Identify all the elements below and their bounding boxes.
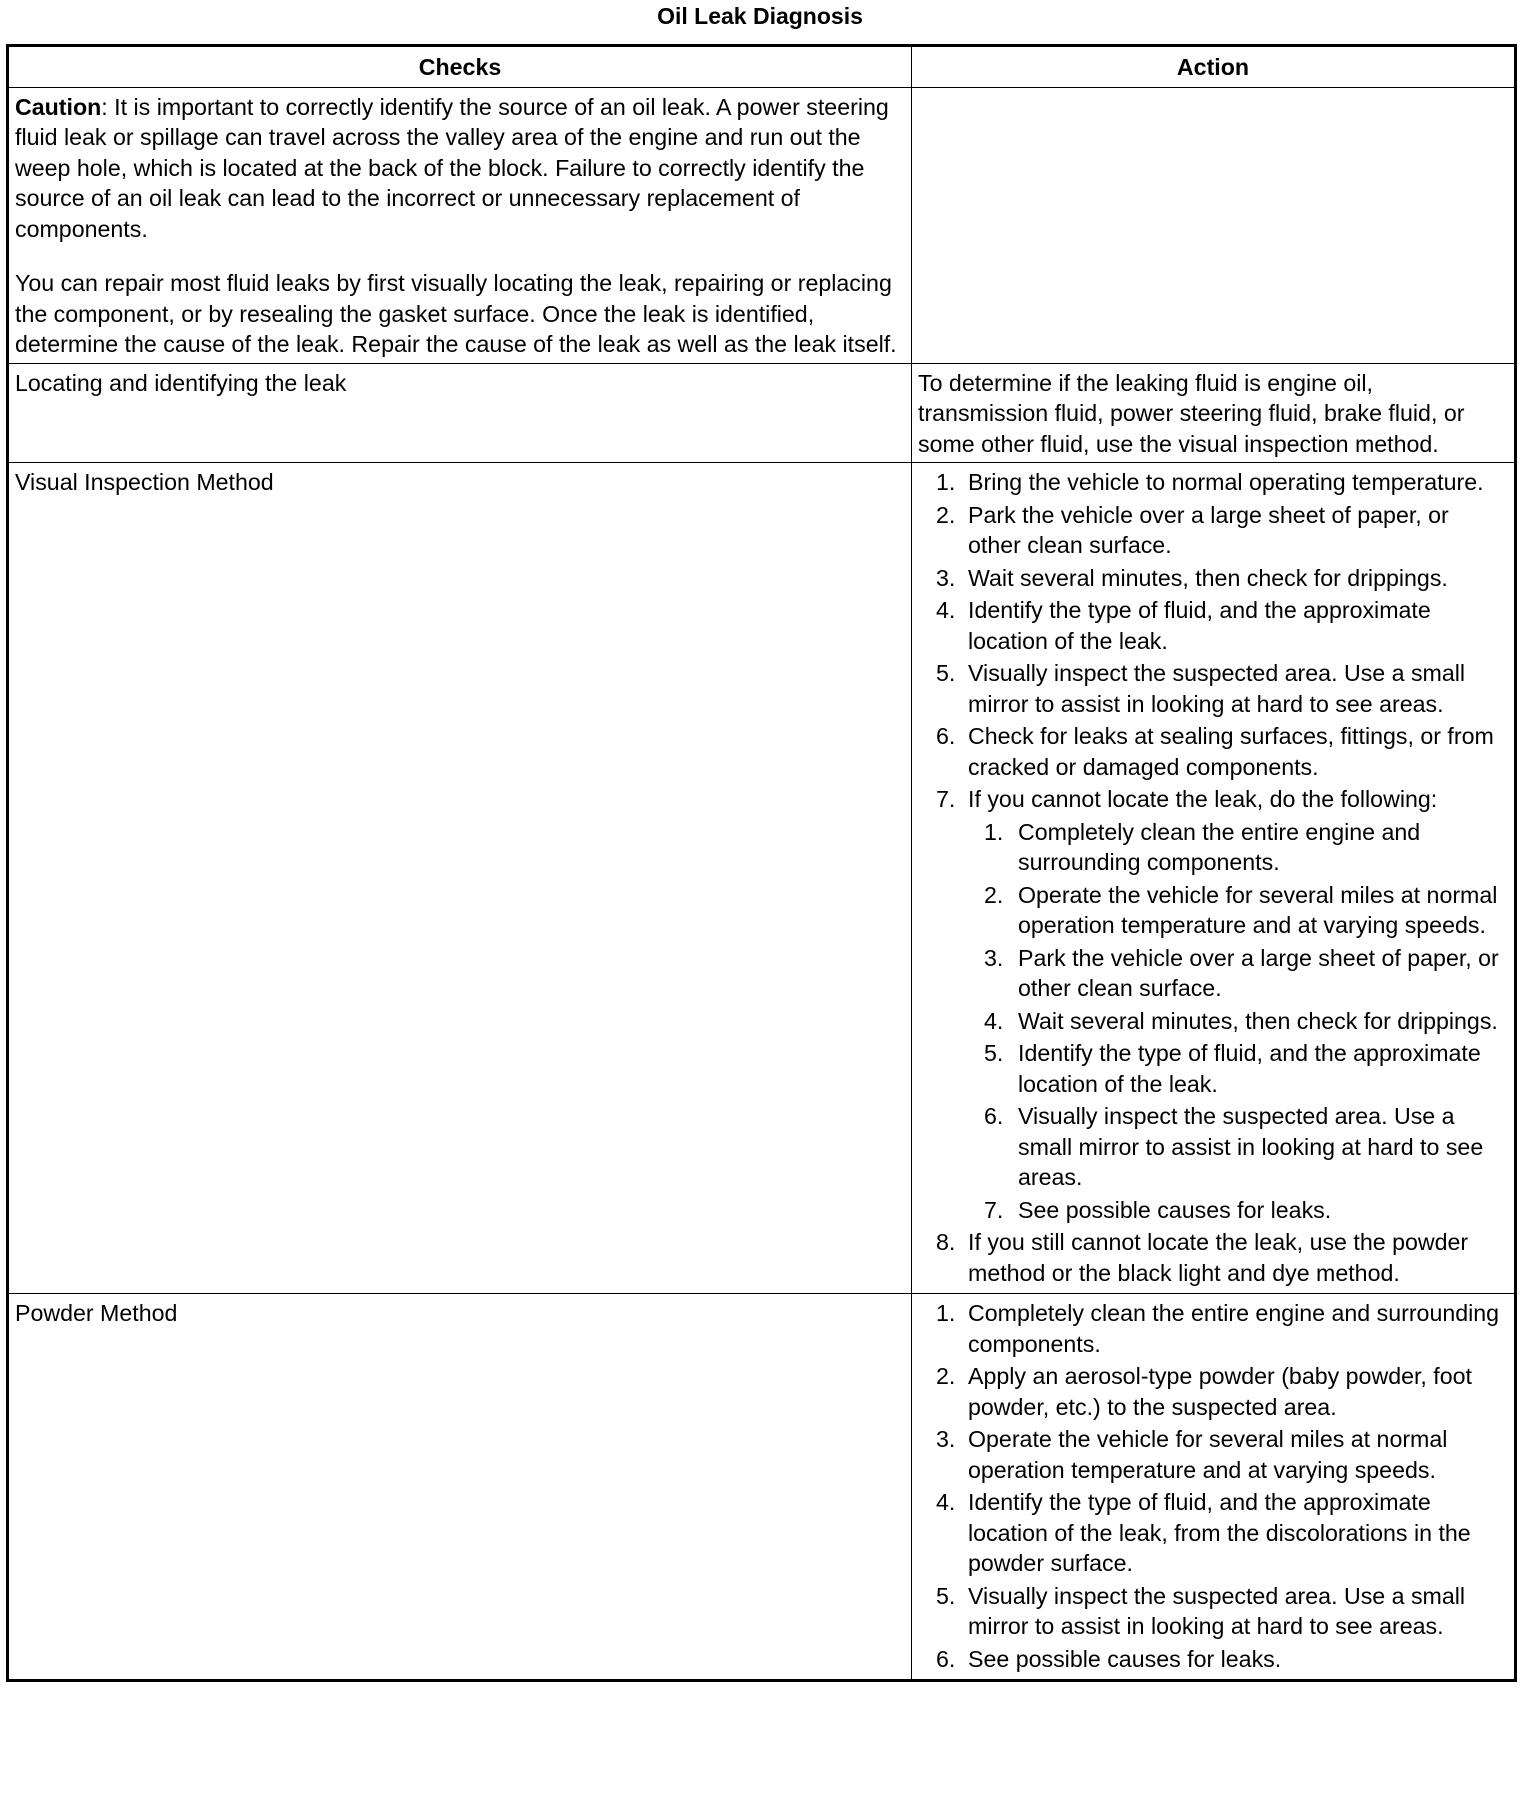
step-number: 1. (936, 1300, 956, 1326)
substep-text: See possible causes for leaks. (1018, 1196, 1332, 1223)
list-item (918, 563, 1508, 594)
table-row-locating (8, 363, 1516, 463)
caution-label: Caution (15, 93, 102, 120)
list-item (968, 1101, 1508, 1193)
repair-paragraph: You can repair most fluid leaks by first visually locating the leak, repairing or replacing the component, or by resealing the gasket surface. Once the leak is identified, determine the cause of the leak. Repair the cause of the leak as well as the leak itself. (15, 270, 897, 357)
step-number: 2. (936, 501, 956, 528)
step-number: 4. (936, 597, 956, 623)
substep-text: Completely clean the entire engine and surrounding components. (1018, 818, 1421, 875)
step-number: 7. (936, 786, 956, 812)
list-item (968, 1195, 1508, 1226)
visual-steps-list (918, 467, 1508, 1288)
list-item (968, 943, 1508, 1004)
action-cell (912, 1294, 1516, 1681)
step-text: Identify the type of fluid, and the approximate location of the leak, from the discolorations in the powder surface. (968, 1489, 1471, 1576)
list-item (918, 721, 1508, 782)
step-number: 1. (936, 469, 956, 495)
list-item (968, 1038, 1508, 1099)
step-number: 5. (936, 1582, 956, 1609)
substep-text: Wait several minutes, then check for drippings. (1018, 1007, 1498, 1034)
step-text: Visually inspect the suspected area. Use a small mirror to assist in looking at hard to see areas. (968, 1582, 1466, 1639)
list-item (918, 784, 1508, 1225)
substep-number: 3. (984, 944, 1004, 971)
substep-text: Visually inspect the suspected area. Use a small mirror to assist in looking at hard to see areas. (1018, 1103, 1484, 1190)
substep-text: Operate the vehicle for several miles at normal operation temperature and at varying speeds. (1018, 881, 1498, 938)
step-text: Completely clean the entire engine and surrounding components. (968, 1300, 1500, 1357)
substep-number: 1. (984, 818, 1004, 845)
step-text: Check for leaks at sealing surfaces, fittings, or from cracked or damaged components. (968, 723, 1494, 780)
substep-text: Identify the type of fluid, and the approximate location of the leak. (1018, 1040, 1481, 1097)
step-text: Visually inspect the suspected area. Use a small mirror to assist in looking at hard to see areas. (968, 660, 1466, 717)
substep-number: 5. (984, 1040, 1004, 1066)
step-number: 2. (936, 1363, 956, 1389)
checks-cell: Locating and identifying the leak (8, 363, 912, 463)
checks-cell: Powder Method (8, 1294, 912, 1681)
step-text: See possible causes for leaks. (968, 1645, 1282, 1672)
step-text: Apply an aerosol-type powder (baby powder, foot powder, etc.) to the suspected area. (968, 1363, 1472, 1420)
substep-number: 2. (984, 881, 1004, 908)
table-row-powder-method (8, 1294, 1516, 1681)
list-item (918, 1298, 1508, 1359)
checks-cell: Visual Inspection Method (8, 463, 912, 1294)
diagnosis-table (6, 44, 1517, 1682)
action-column-header: Action (912, 46, 1516, 88)
list-item (968, 1006, 1508, 1037)
list-item (918, 1424, 1508, 1485)
step-text: Operate the vehicle for several miles at normal operation temperature and at varying speeds. (968, 1426, 1448, 1483)
caution-paragraph (15, 92, 905, 245)
step-text: If you cannot locate the leak, do the following: (968, 786, 1438, 812)
list-item (918, 467, 1508, 498)
powder-steps-list (918, 1298, 1508, 1674)
table-row-caution (8, 87, 1516, 363)
step-text: Park the vehicle over a large sheet of paper, or other clean surface. (968, 501, 1449, 558)
list-item (968, 817, 1508, 878)
step-text: Identify the type of fluid, and the approximate location of the leak. (968, 597, 1431, 654)
substep-number: 7. (984, 1196, 1004, 1223)
step-text: Bring the vehicle to normal operating temperature. (968, 469, 1484, 495)
list-item (918, 1361, 1508, 1422)
list-item (918, 1487, 1508, 1579)
step-number: 6. (936, 723, 956, 749)
checks-cell (8, 87, 912, 363)
action-cell: To determine if the leaking fluid is engine oil, transmission fluid, power steering fluid, brake fluid, or some other fluid, use the visual inspection method. (912, 363, 1516, 463)
list-item (918, 500, 1508, 561)
step-number: 6. (936, 1645, 956, 1672)
step-number: 3. (936, 1426, 956, 1452)
step-number: 5. (936, 660, 956, 686)
list-item (918, 595, 1508, 656)
list-item (918, 658, 1508, 719)
substep-text: Park the vehicle over a large sheet of paper, or other clean surface. (1018, 944, 1499, 1001)
caution-text: : It is important to correctly identify the source of an oil leak. A power steering fluid leak or spillage can travel across the valley area of the engine and run out the weep hole, which is located at the back of the block. Failure to correctly identify the source of an oil leak can lead to the incorrect or unnecessary replacement of components. (15, 93, 889, 242)
step-text: Wait several minutes, then check for drippings. (968, 564, 1448, 591)
action-cell (912, 463, 1516, 1294)
step-number: 3. (936, 564, 956, 591)
action-cell (912, 87, 1516, 363)
step-number: 8. (936, 1229, 956, 1255)
visual-substeps-list (968, 817, 1508, 1226)
list-item (918, 1581, 1508, 1642)
table-row-visual-inspection (8, 463, 1516, 1294)
checks-column-header: Checks (8, 46, 912, 88)
step-number: 4. (936, 1489, 956, 1515)
step-text: If you still cannot locate the leak, use the powder method or the black light and dye method. (968, 1229, 1469, 1286)
list-item (918, 1227, 1508, 1288)
table-header-row (8, 46, 1516, 88)
list-item (968, 880, 1508, 941)
list-item (918, 1644, 1508, 1675)
substep-number: 6. (984, 1103, 1004, 1129)
document-title: Oil Leak Diagnosis (657, 3, 863, 29)
substep-number: 4. (984, 1007, 1004, 1034)
